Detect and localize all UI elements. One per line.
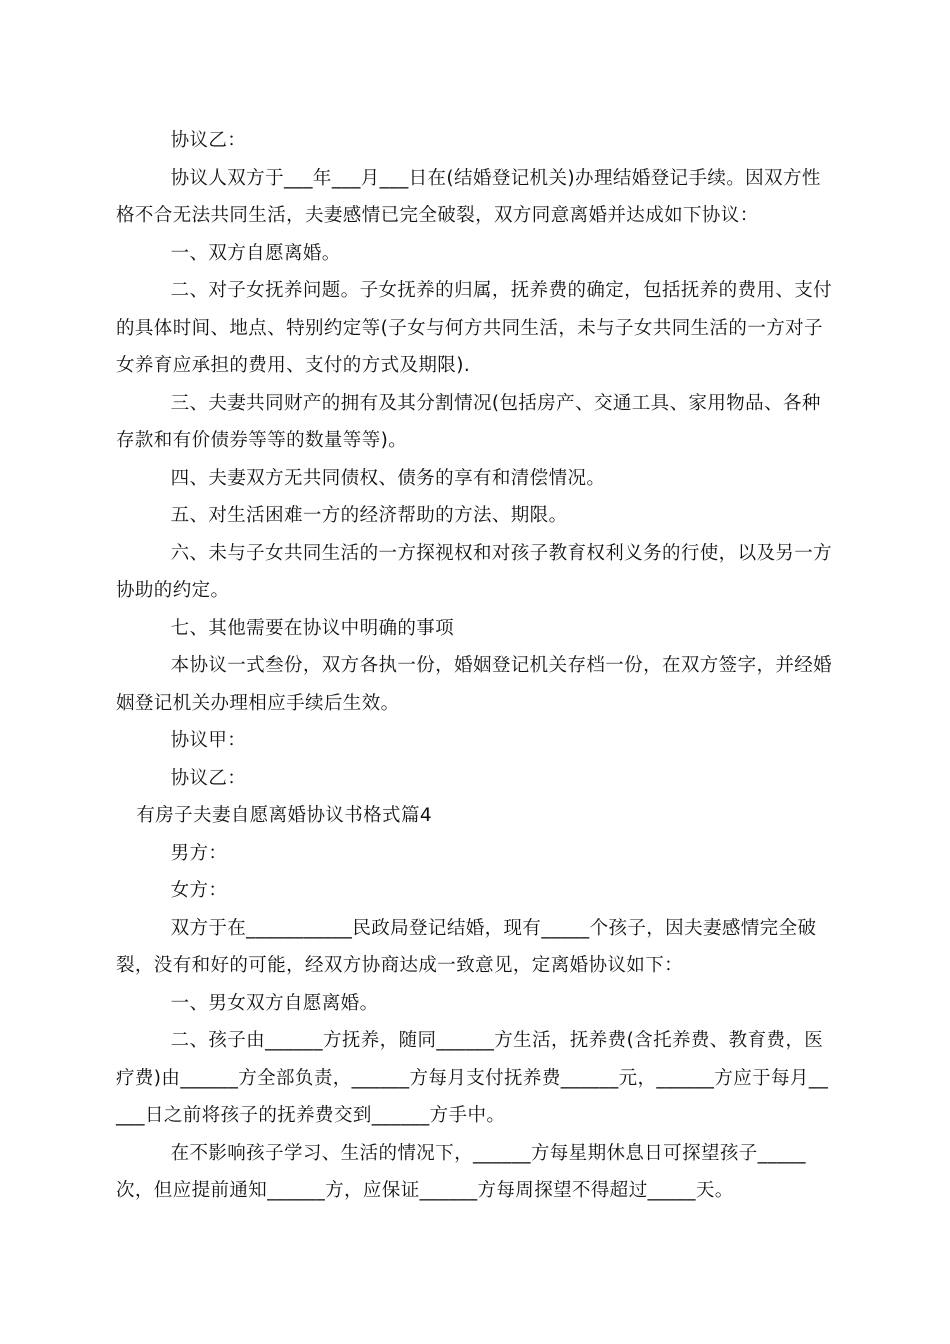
- clause-child-custody: 二、孩子由______方抚养，随同______方生活，抚养费(含托养费、教育费，医疗费)由______方全部负责，______方每月支付抚养费______元，______方应于每月_____日之前将孩子的抚养费交到______方手中。: [116, 1030, 829, 1126]
- clause-5: 五、对生活困难一方的经济帮助的方法、期限。: [170, 505, 568, 526]
- clause-1: 一、双方自愿离婚。: [170, 242, 341, 264]
- field-female-party: 女方：: [170, 880, 228, 901]
- paragraph-copies: 本协议一式叁份，双方各执一份，婚姻登记机关存档一份，在双方签字，并经婚姻登记机关办理相应手续后生效。: [116, 655, 833, 714]
- paragraph-marriage-registration: 协议人双方于___年___月___日在(结婚登记机关)办理结婚登记手续。因双方性格不合无法共同生活，夫妻感情已完全破裂，双方同意离婚并达成如下协议：: [116, 167, 821, 226]
- clause-3: 三、夫妻共同财产的拥有及其分割情况(包括房产、交通工具、家用物品、各种存款和有价债券等等的数量等等)。: [116, 392, 821, 451]
- document-body: [116, 122, 836, 1210]
- signature-line-party-a: 协议甲：: [170, 730, 247, 751]
- clause-voluntary-divorce: 一、男女双方自愿离婚。: [170, 992, 379, 1014]
- clause-4: 四、夫妻双方无共同债权、债务的享有和清偿情况。: [170, 467, 606, 489]
- paragraph-visitation: 在不影响孩子学习、生活的情况下，______方每星期休息日可探望孩子_____次，但应提前通知______方，应保证______方每周探望不得超过_____天。: [116, 1142, 806, 1201]
- clause-2: 二、对子女抚养问题。子女抚养的归属，抚养费的确定，包括抚养的费用、支付的具体时间、地点、特别约定等(子女与何方共同生活，未与子女共同生活的一方对子女养育应承担的费用、支付的方式及期限).: [116, 280, 833, 376]
- clause-6: 六、未与子女共同生活的一方探视权和对孩子教育权利义务的行使，以及另一方协助的约定。: [116, 542, 833, 601]
- field-male-party: 男方：: [170, 842, 228, 864]
- clause-7: 七、其他需要在协议中明确的事项: [170, 617, 455, 639]
- signature-line-party-b-2: 协议乙：: [170, 767, 247, 789]
- signature-line-party-b: 协议乙：: [170, 130, 247, 151]
- paragraph-registration: 双方于在___________民政局登记结婚，现有_____个孩子，因夫妻感情完全破裂，没有和好的可能，经双方协商达成一致意见，定离婚协议如下：: [116, 917, 817, 976]
- section-heading: 有房子夫妻自愿离婚协议书格式篇4: [136, 805, 433, 826]
